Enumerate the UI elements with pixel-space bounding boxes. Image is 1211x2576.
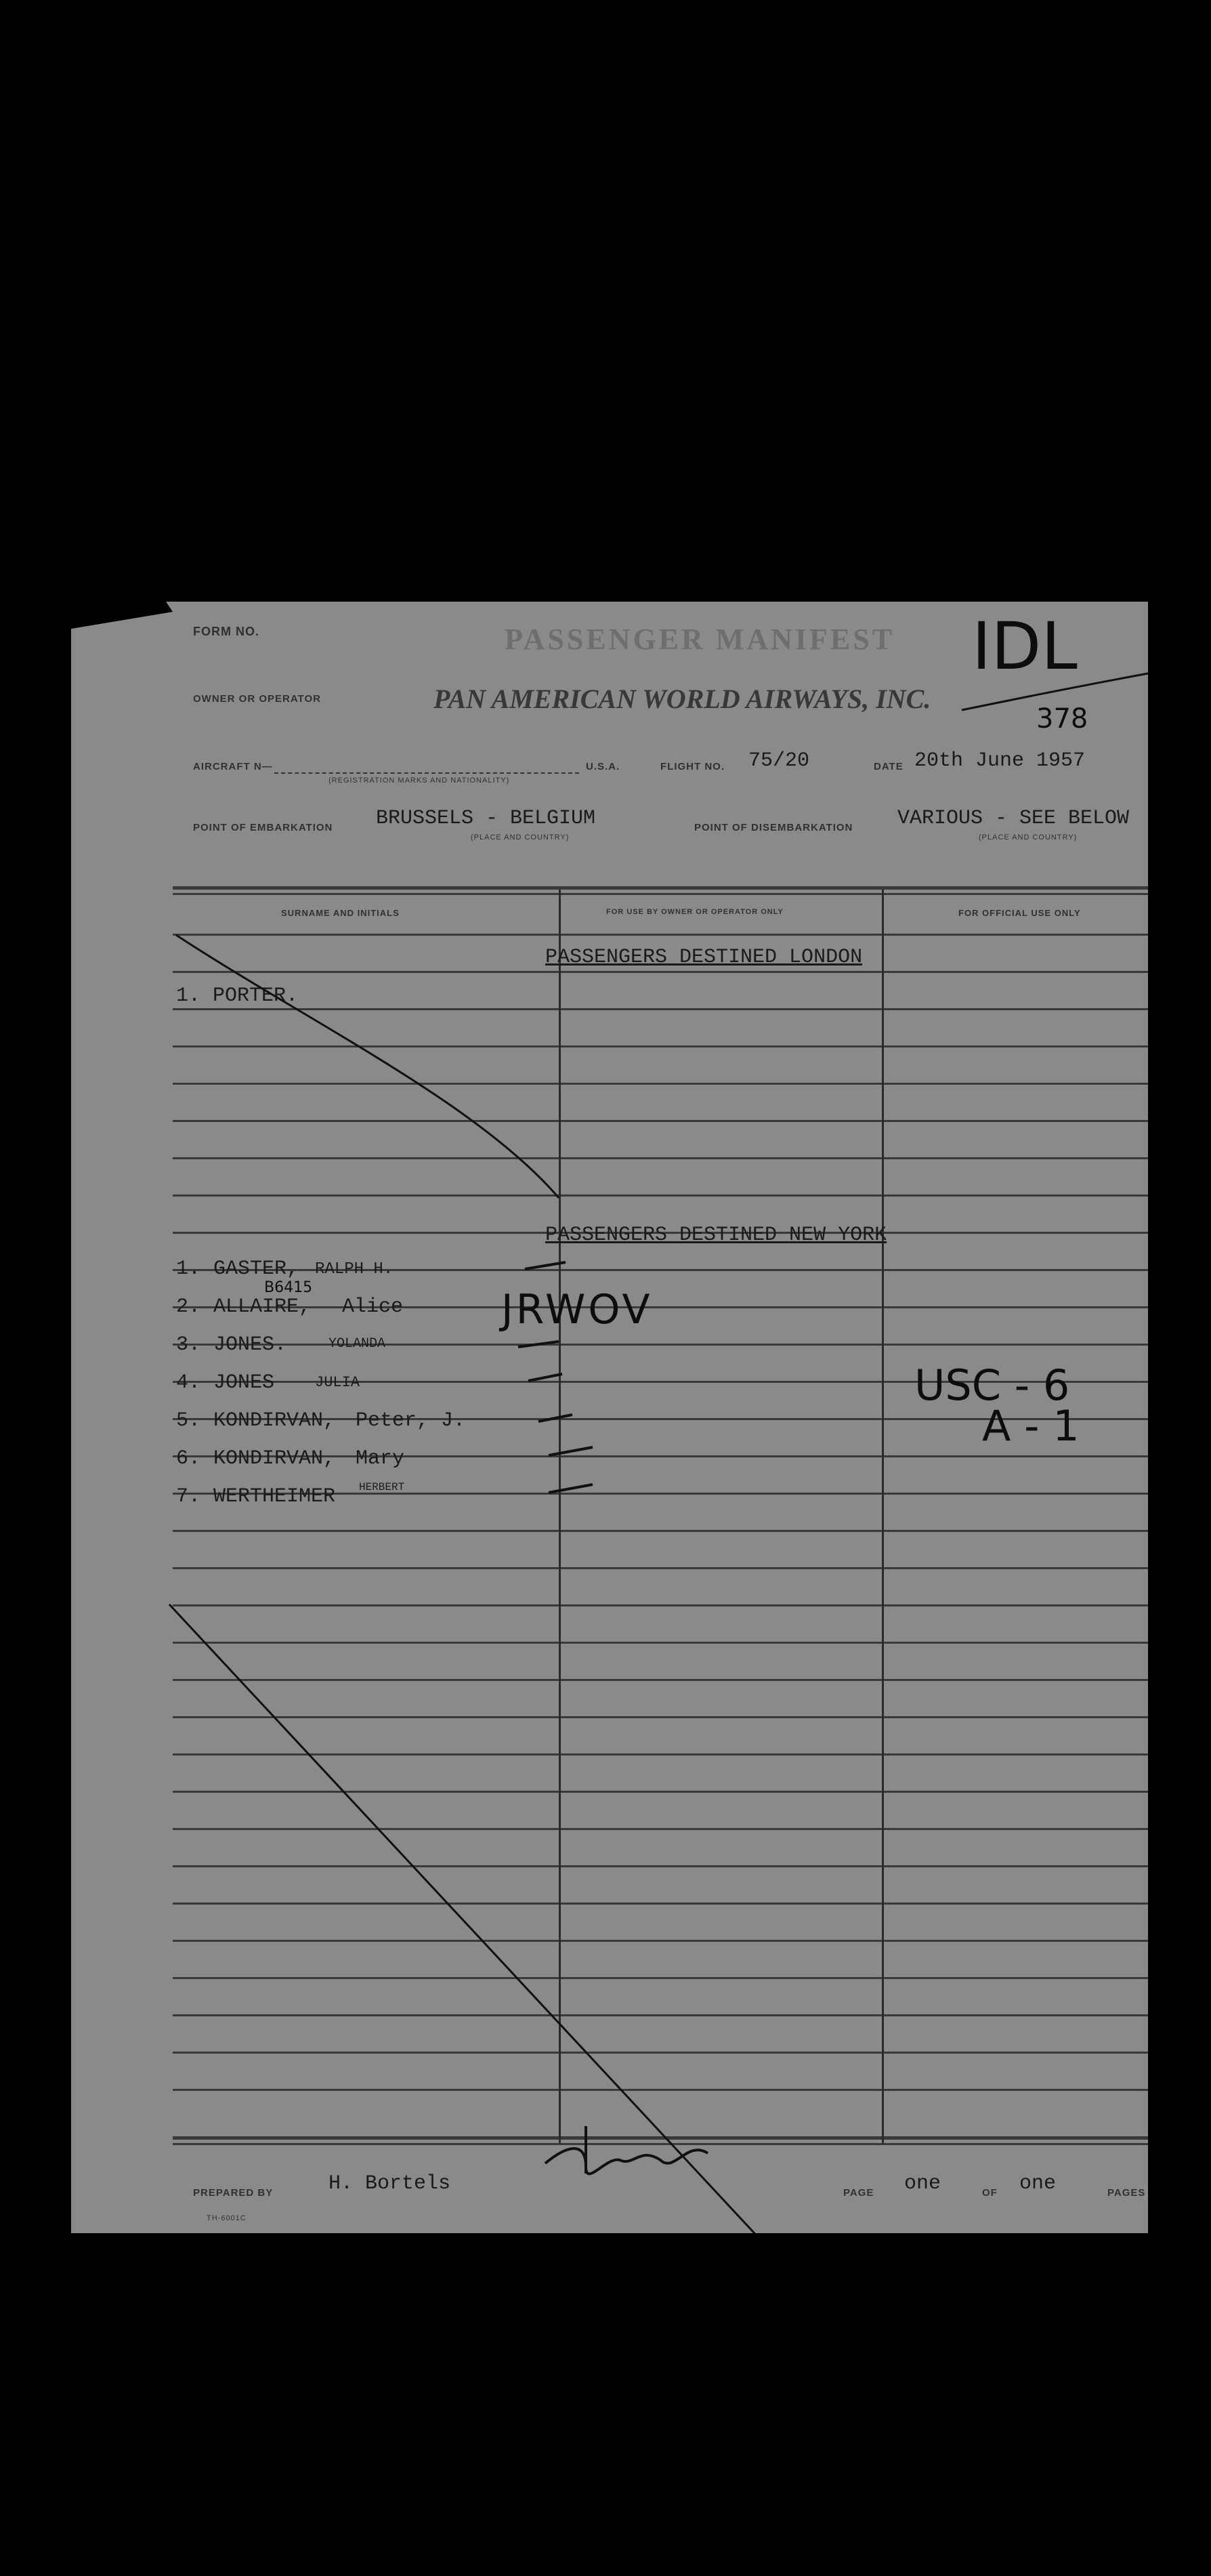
- column-header-operator: FOR USE BY OWNER OR OPERATOR ONLY: [606, 908, 784, 916]
- flight-label: FLIGHT NO.: [660, 761, 725, 772]
- flight-date: 20th June 1957: [914, 749, 1086, 772]
- pages-label: PAGES: [1107, 2187, 1146, 2199]
- form-code: TH-6001C: [207, 2214, 247, 2222]
- form-number: FORM NO.: [193, 625, 259, 638]
- prepared-by: H. Bortels: [328, 2172, 451, 2195]
- manifest-page: FORM NO. PASSENGER MANIFEST IDL 378 OWNER OR OPERATOR PAN AMERICAN WORLD AIRWAYS, INC. AIRCRAFT N— (REGISTRATION MARKS AND NATIONALITY) U.S.A. FLIGHT NO. 75/20 DATE 20th June 1957 POINT OF EMBARKATION BRUSSELS - BELGIUM (PLACE AND COUNTRY) POINT OF DISEMBARKATION VARIOUS - SEE BELOW (PLACE AND COUNTRY) SURNAME AND INITIALS FOR USE BY OWNER OR OPERATOR ONLY FOR OFFICIAL USE ONLY PASSENGERS DESTINED LONDON 1. PORTER. PASSENGERS DESTINED NEW YORK 1. GASTER, RALPH H. 2. ALLAIRE, Alice 3. JONES. YOLANDA 4. JONES JULIA 5. KONDIRVAN, Peter, J. 6. KONDIRVAN, Mary 7. WERTHEIMER HERBERT B6415 JRWOV USC - 6 A - 1 PREPARED BY H. Bortels PAGE one OF one PAGES TH-6001C: [71, 602, 1148, 2233]
- london-section-heading: PASSENGERS DESTINED LONDON: [545, 946, 863, 969]
- page-label: PAGE: [843, 2187, 874, 2199]
- column-header-official: FOR OFFICIAL USE ONLY: [958, 908, 1081, 918]
- idl-annotation: IDL: [972, 608, 1078, 684]
- of-value: one: [1019, 2172, 1057, 2195]
- embark-place: BRUSSELS - BELGIUM: [376, 807, 596, 830]
- aircraft-sublabel: (REGISTRATION MARKS AND NATIONALITY): [328, 776, 510, 785]
- page-number-annotation: 378: [1036, 703, 1088, 734]
- pen-marks: [71, 602, 1148, 2233]
- newyork-section-heading: PASSENGERS DESTINED NEW YORK: [545, 1224, 887, 1247]
- disembark-sublabel: (PLACE AND COUNTRY): [979, 833, 1078, 842]
- of-label: OF: [982, 2187, 998, 2199]
- flight-number: 75/20: [748, 749, 810, 772]
- usa-label: U.S.A.: [586, 761, 620, 772]
- b-note-annotation: B6415: [264, 1279, 313, 1296]
- owner-label: OWNER OR OPERATOR: [193, 693, 321, 705]
- prepared-label: PREPARED BY: [193, 2187, 274, 2199]
- page-value: one: [904, 2172, 941, 2195]
- jrwov-annotation: JRWOV: [501, 1286, 653, 1333]
- aircraft-label: AIRCRAFT N—: [193, 761, 273, 772]
- embark-sublabel: (PLACE AND COUNTRY): [471, 833, 570, 842]
- date-label: DATE: [874, 761, 904, 772]
- london-passenger-1: 1. PORTER.: [176, 984, 299, 1007]
- embark-label: POINT OF EMBARKATION: [193, 822, 333, 833]
- usc-annotation: USC - 6: [914, 1360, 1070, 1410]
- disembark-place: VARIOUS - SEE BELOW: [897, 807, 1130, 830]
- column-header-name: SURNAME AND INITIALS: [281, 908, 400, 918]
- disembark-label: POINT OF DISEMBARKATION: [694, 822, 853, 833]
- a1-annotation: A - 1: [982, 1401, 1080, 1451]
- operator-name: PAN AMERICAN WORLD AIRWAYS, INC.: [433, 684, 931, 714]
- page-title: PASSENGER MANIFEST: [505, 623, 895, 656]
